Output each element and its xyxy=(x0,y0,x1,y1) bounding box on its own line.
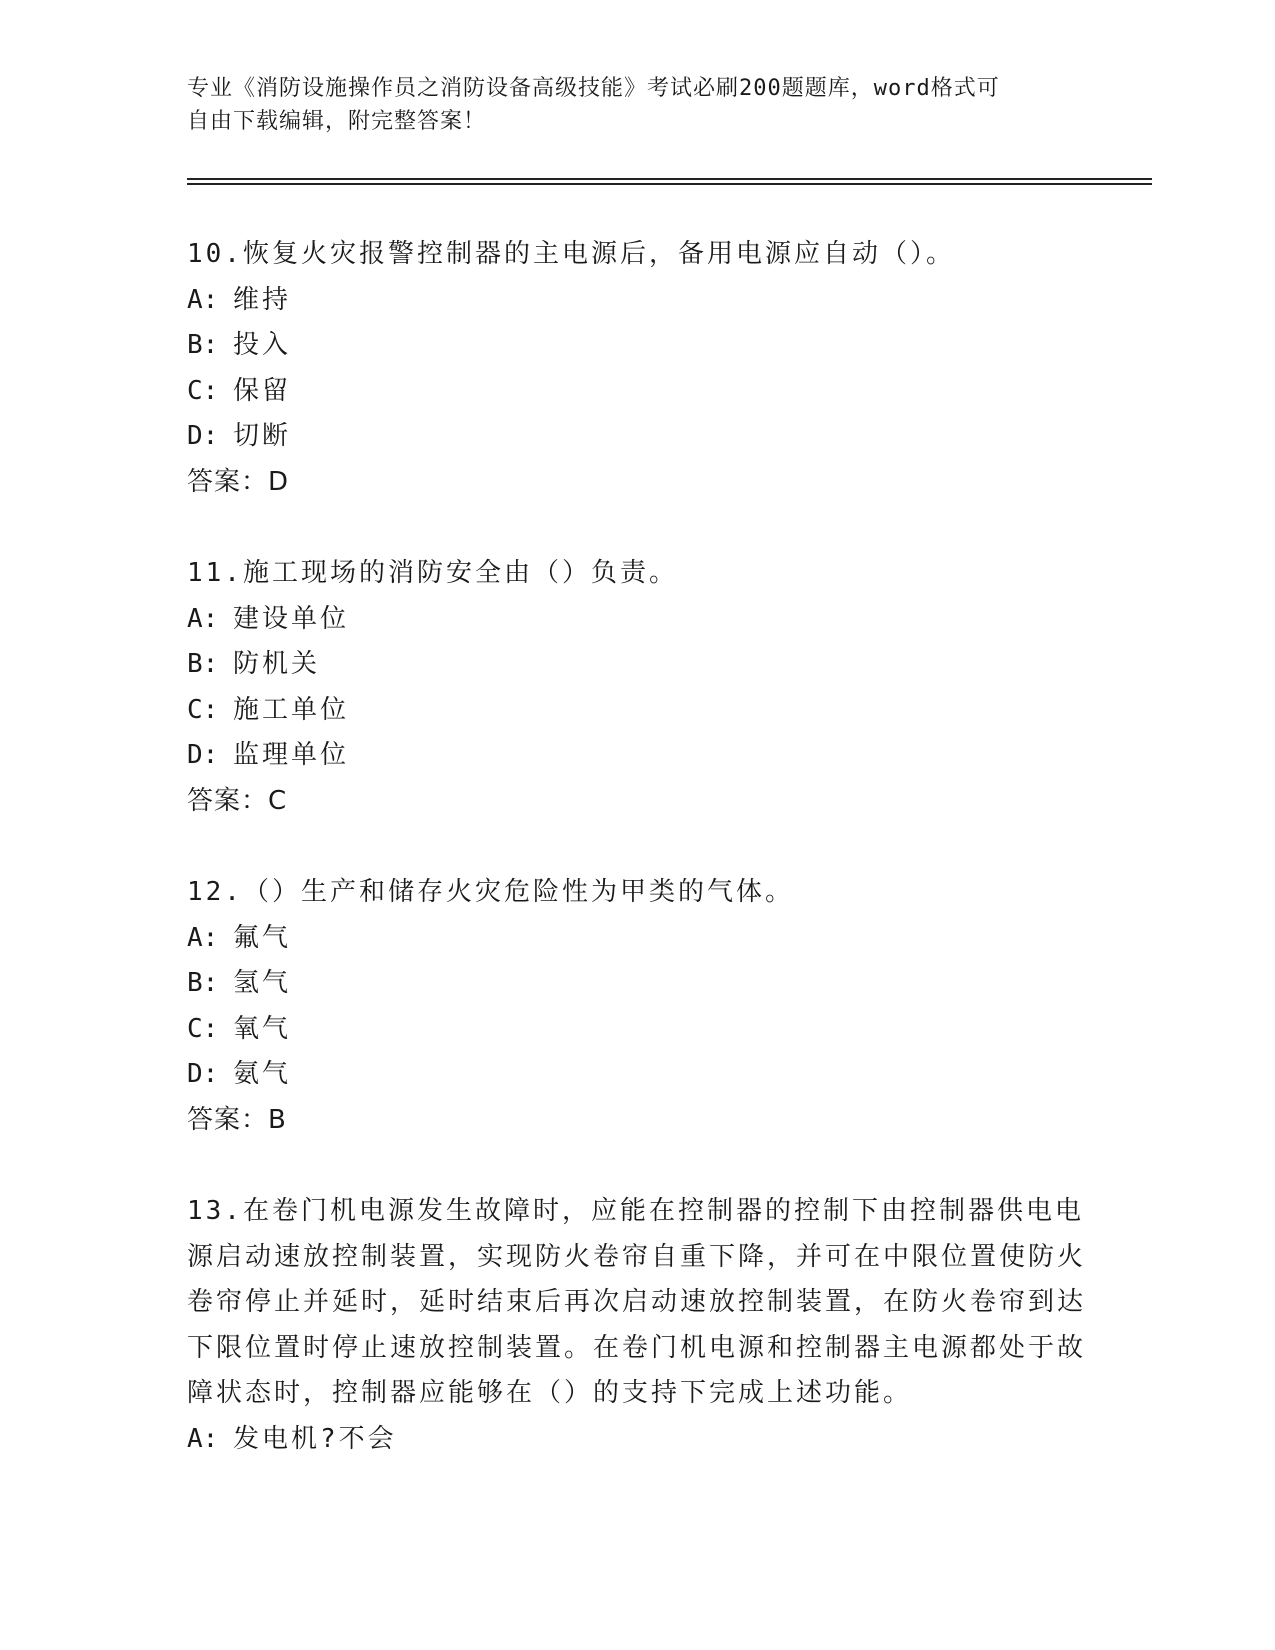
option-c xyxy=(187,369,1087,415)
question-11 xyxy=(187,551,1087,824)
option-letter: D: xyxy=(187,1059,219,1089)
header-divider-top xyxy=(187,178,1152,180)
question-stem: 13.在卷门机电源发生故障时，应能在控制器的控制下由控制器供电电源启动速放控制装置，实现防火卷帘自重下降，并可在中限位置使防火卷帘停止并延时，延时结束后再次启动速放控制装置，在防火卷帘到达下限位置时停止速放控制装置。在卷门机电源和控制器主电源都处于故障状态时，控制器应能够在（）的支持下完成上述功能。 xyxy=(187,1196,1087,1408)
header-divider-bottom xyxy=(187,183,1152,185)
option-text: 监理单位 xyxy=(233,740,350,770)
option-a xyxy=(187,916,1087,962)
option-letter: C: xyxy=(187,694,219,725)
option-text: 氨气 xyxy=(233,1059,292,1089)
option-a xyxy=(187,597,1087,643)
question-list xyxy=(187,232,1087,1508)
option-text: 氧气 xyxy=(233,1013,292,1044)
option-text: 切断 xyxy=(233,421,292,451)
answer-line: 答案：B xyxy=(187,1104,287,1135)
option-b xyxy=(187,323,1087,369)
option-a xyxy=(187,1417,1087,1463)
option-letter: A: xyxy=(187,284,219,315)
option-b xyxy=(187,642,1087,688)
option-letter: A: xyxy=(187,603,219,634)
question-13 xyxy=(187,1189,1087,1462)
option-letter: A: xyxy=(187,1423,219,1454)
option-letter: C: xyxy=(187,375,219,406)
option-text: 保留 xyxy=(233,375,292,406)
option-text: 维持 xyxy=(233,284,292,315)
option-text: 防机关 xyxy=(233,649,321,679)
question-stem: 10.恢复火灾报警控制器的主电源后，备用电源应自动（）。 xyxy=(187,239,955,269)
question-12 xyxy=(187,870,1087,1143)
option-letter: B: xyxy=(187,968,219,998)
option-text: 投入 xyxy=(233,330,292,360)
header-line-1: 专业《消防设施操作员之消防设备高级技能》考试必刷200题题库，word格式可 xyxy=(187,76,1000,101)
option-text: 施工单位 xyxy=(233,694,350,725)
option-d xyxy=(187,733,1087,779)
option-c xyxy=(187,688,1087,734)
option-text: 氢气 xyxy=(233,968,292,998)
question-stem: 11.施工现场的消防安全由（）负责。 xyxy=(187,558,678,588)
option-letter: A: xyxy=(187,922,219,953)
option-letter: C: xyxy=(187,1013,219,1044)
option-b xyxy=(187,961,1087,1007)
document-header xyxy=(187,72,1067,138)
option-letter: B: xyxy=(187,330,219,360)
option-text: 氟气 xyxy=(233,922,292,953)
answer-line: 答案：D xyxy=(187,466,290,497)
option-letter: D: xyxy=(187,740,219,770)
option-d xyxy=(187,1052,1087,1098)
option-text: 发电机?不会 xyxy=(233,1423,397,1454)
option-d xyxy=(187,414,1087,460)
header-line-2: 自由下载编辑，附完整答案！ xyxy=(187,109,487,134)
option-c xyxy=(187,1007,1087,1053)
question-stem: 12.（）生产和储存火灾危险性为甲类的气体。 xyxy=(187,877,794,907)
option-text: 建设单位 xyxy=(233,603,350,634)
answer-line: 答案：C xyxy=(187,785,288,816)
question-10 xyxy=(187,232,1087,505)
option-letter: B: xyxy=(187,649,219,679)
option-letter: D: xyxy=(187,421,219,451)
option-a xyxy=(187,278,1087,324)
